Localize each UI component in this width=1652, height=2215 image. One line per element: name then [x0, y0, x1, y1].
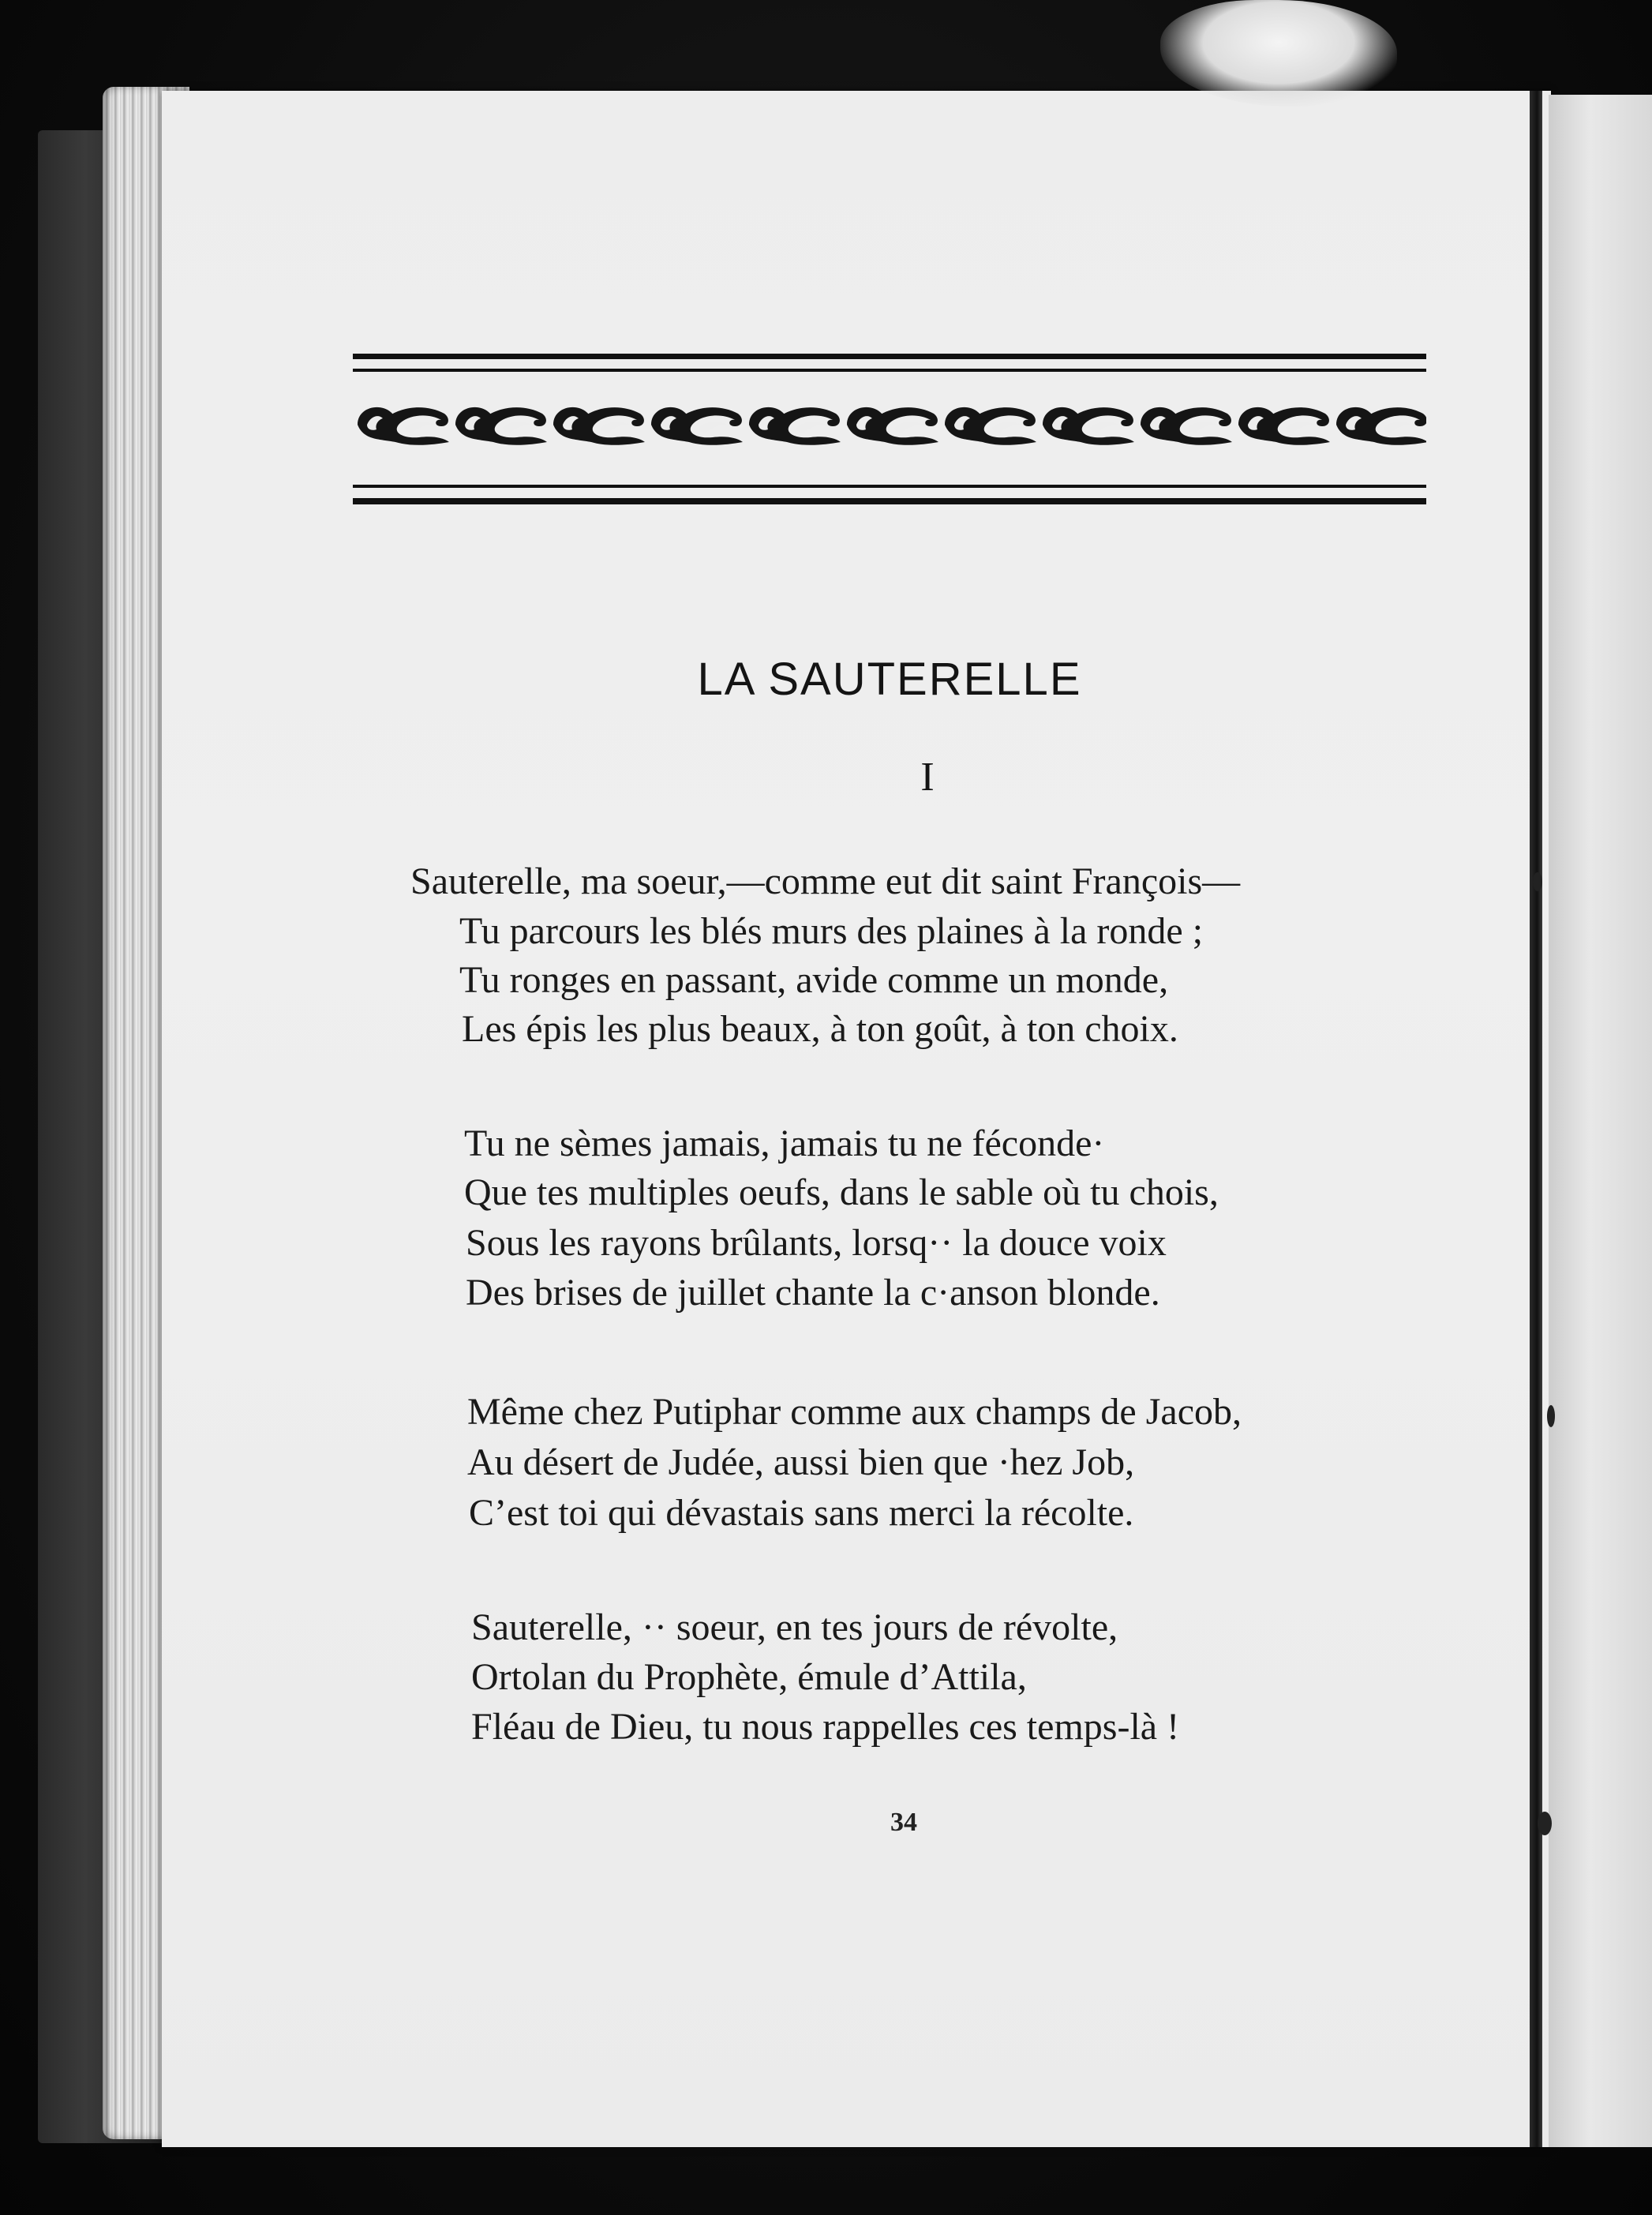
book-gutter — [1530, 91, 1542, 2147]
poem-title: LA SAUTERELLE — [697, 654, 1082, 705]
ornamental-header-band — [353, 354, 1426, 512]
scroll-ornament-motif — [945, 407, 1036, 445]
facing-page-edge — [1549, 95, 1652, 2147]
scroll-ornament-motif — [847, 407, 938, 445]
scroll-ornament-motif — [455, 407, 547, 445]
poem-line: Tu parcours les blés murs des plaines à la ronde ; — [459, 910, 1204, 952]
scroll-ornament-motif — [1238, 407, 1330, 445]
scroll-ornament-motif — [1336, 407, 1426, 445]
poem-line: C’est toi qui dévastais sans merci la récolte. — [469, 1492, 1134, 1534]
section-number: I — [920, 755, 935, 800]
page-number: 34 — [890, 1808, 917, 1837]
poem-line: Sous les rayons brûlants, lorsq·· la douce voix — [466, 1222, 1167, 1264]
poem-line: Fléau de Dieu, tu nous rappelles ces temps-là ! — [471, 1706, 1180, 1748]
scroll-ornament-motif — [749, 407, 841, 445]
scroll-ornament-motif — [1043, 407, 1134, 445]
poem-line: Tu ronges en passant, avide comme un monde, — [459, 959, 1169, 1001]
margin-blemish — [1533, 872, 1542, 891]
poem-line: Sauterelle, ·· soeur, en tes jours de révolte, — [471, 1606, 1118, 1648]
poem-line: Des brises de juillet chante la c·anson blonde. — [466, 1272, 1160, 1314]
poem-line: Ortolan du Prophète, émule d’Attila, — [471, 1656, 1027, 1698]
poem-line: Au désert de Judée, aussi bien que ·hez Job, — [467, 1441, 1135, 1483]
scroll-ornament-motif — [1141, 407, 1232, 445]
poem-line: Même chez Putiphar comme aux champs de Jacob, — [467, 1391, 1242, 1433]
poem-line: Sauterelle, ma soeur,—comme eut dit saint François— — [410, 860, 1241, 902]
scroll-ornament-motif — [553, 407, 645, 445]
poem-line: Les épis les plus beaux, à ton goût, à ton choix. — [462, 1008, 1178, 1050]
poem-line: Que tes multiples oeufs, dans le sable où tu chois, — [464, 1171, 1219, 1213]
ornament-svg — [353, 354, 1426, 512]
scroll-ornament-row — [358, 407, 1426, 445]
scroll-ornament-motif — [651, 407, 743, 445]
margin-blemish — [1547, 1405, 1555, 1427]
scroll-ornament-motif — [358, 407, 449, 445]
poem-line: Tu ne sèmes jamais, jamais tu ne féconde· — [464, 1122, 1105, 1164]
margin-blemish — [1538, 1812, 1552, 1835]
